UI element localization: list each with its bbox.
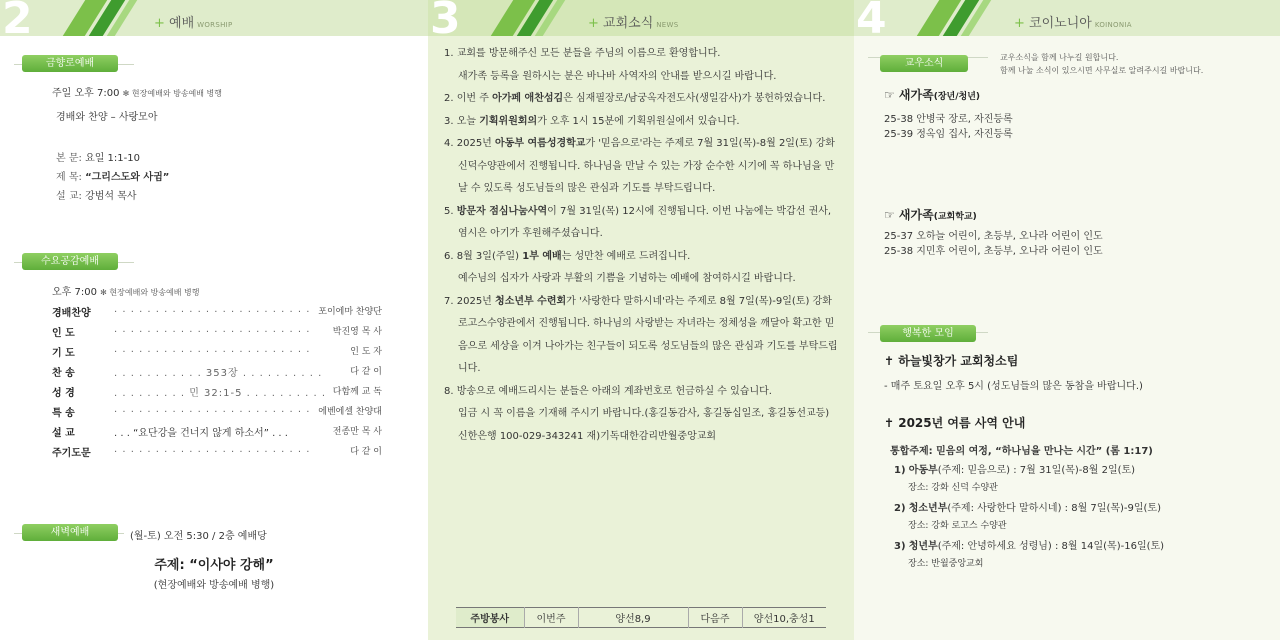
table-row bbox=[456, 608, 826, 628]
section-title: + 예배 WORSHIP bbox=[154, 16, 233, 31]
new-members-adult-heading: ☞ 새가족(장년/청년) bbox=[884, 88, 981, 102]
worship-panel bbox=[0, 0, 428, 640]
news-item: 8. 방송으로 예배드리시는 분들은 아래의 계좌번호로 헌금하실 수 있습니다. bbox=[444, 385, 772, 397]
order-row: 설 교 . . . “요단강을 건너지 않게 하소서” . . . 전종만 목 사 bbox=[52, 427, 382, 439]
member-news-pill: 교우소식 bbox=[880, 55, 968, 72]
news-item-detail-line: 신한은행 100-029-343241 재)기독대한감리반월중앙교회 bbox=[458, 430, 717, 442]
dawn-subject: 주제: “이사야 강해” bbox=[154, 558, 274, 573]
order-row: 기 도 . . . . . . . . . . . . . . . . . . . . . . . . 인 도 자 bbox=[52, 344, 382, 359]
cleaning-team-heading: ✝ 하늘빛창가 교회청소팀 bbox=[884, 354, 1019, 368]
table-cell: 이번주 bbox=[524, 608, 578, 628]
gathering-pill: 행복한 모임 bbox=[880, 325, 976, 342]
section-title: + 코이노니아 KOINONIA bbox=[1014, 16, 1132, 31]
order-row: 경배찬양 . . . . . . . . . . . . . . . . . . . . . . . . 포이에마 찬양단 bbox=[52, 304, 382, 319]
dawn-time: (월-토) 오전 5:30 / 2층 예배당 bbox=[130, 531, 267, 542]
table-cell: 다음주 bbox=[688, 608, 742, 628]
member-news-intro: 교우소식을 함께 나누길 원합니다. bbox=[1000, 53, 1119, 62]
order-row: 찬 송 . . . . . . . . . . . 353장 . . . . . . . . . . 다 같 이 bbox=[52, 367, 382, 379]
news-item: 3. 오늘 기획위원회의가 오후 1시 15분에 기획위원실에서 있습니다. bbox=[444, 115, 740, 127]
news-item-detail-line: 입금 시 꼭 이름을 기재해 주시기 바랍니다.(홍길동감사, 홍길동십일조, 홍길동선교등) bbox=[458, 408, 830, 419]
worship-header bbox=[0, 0, 428, 36]
news-item: 7. 2025년 청소년부 수련회가 '사랑한다 말하시네'라는 주제로 8월 7일(목)-9일(토) 강화 로고스수양관에서 진행됩니다. 하나님의 사랑받는 자녀라는 정체성을 깨달아 확고한 믿음으로 세상을 이겨 나아가는 친구들이 되도록 성도님들의 많은 관심과 기도를 부탁드립니다. bbox=[444, 295, 838, 374]
praise-line: 경배와 찬양 – 사랑모아 bbox=[56, 112, 158, 123]
ministry-place: 장소: 강화 신덕 수양관 bbox=[908, 483, 998, 493]
table-cell: 양선8,9 bbox=[578, 608, 688, 628]
table-cell: 주방봉사 bbox=[456, 608, 524, 628]
section-number: 2 bbox=[2, 0, 33, 36]
news-item: 6. 8월 3일(주일) 1부 예배는 성만찬 예배로 드려집니다. bbox=[444, 250, 691, 262]
news-item-detail: 새가족 등록을 원하시는 분은 바나바 사역자의 안내를 받으시길 바랍니다. bbox=[458, 70, 777, 82]
ministry-item: 1) 아동부(주제: 믿음으로) : 7월 31일(목)-8월 2일(토) bbox=[894, 465, 1136, 476]
member-news-intro: 함께 나눌 소식이 있으시면 사무실로 알려주시길 바랍니다. bbox=[1000, 66, 1204, 75]
table-cell: 양선10,충성1 bbox=[742, 608, 826, 628]
ministry-item: 2) 청소년부(주제: 사랑한다 말하시네) : 8월 7일(목)-9일(토) bbox=[894, 503, 1161, 514]
sunday-time: 주일 오후 7:00 ✻ 현장예배와 방송예배 병행 bbox=[52, 88, 222, 99]
wednesday-worship-pill: 수요공감예배 bbox=[22, 253, 118, 270]
koinonia-panel bbox=[854, 0, 1280, 640]
news-item: 1. 교회를 방문해주신 모든 분들을 주님의 이름으로 환영합니다. bbox=[444, 48, 721, 59]
section-number: 3 bbox=[430, 0, 461, 36]
news-item-detail: 예수님의 십자가 사랑과 부활의 기쁨을 기념하는 예배에 참여하시길 바랍니다. bbox=[458, 273, 796, 284]
news-item: 5. 방문자 점심나눔사역이 7월 31일(목) 12시에 진행됩니다. 이번 나눔에는 박갑선 권사, 염시은 아기가 후원해주셨습니다. bbox=[444, 205, 832, 239]
sunday-worship-pill: 금향로예배 bbox=[22, 55, 118, 72]
preacher-line: 설 교: 강범석 목사 bbox=[56, 191, 137, 202]
order-row: 인 도 . . . . . . . . . . . . . . . . . . . . . . . . 박진영 목 사 bbox=[52, 324, 382, 339]
section-number: 4 bbox=[856, 0, 887, 36]
koinonia-header bbox=[854, 0, 1280, 36]
list-item: 25-38 지민후 어린이, 초등부, 오나라 어린이 인도 bbox=[884, 246, 1103, 257]
dawn-note: (현장예배와 방송예배 병행) bbox=[153, 580, 275, 591]
news-list bbox=[444, 43, 840, 448]
new-members-school-heading: ☞ 새가족(교회학교) bbox=[884, 208, 977, 222]
news-item: 4. 2025년 아동부 여름성경학교가 '믿음으로'라는 주제로 7월 31일(목)-8월 2일(토) 강화 신덕수양관에서 진행됩니다. 하나님을 만날 수 있는 가장 순수한 시기에 꼭 하나님을 만날 수 있도록 성도님들의 많은 관심과 기도를 부탁드립니다. bbox=[444, 138, 835, 194]
list-item: 25-37 오하늘 어린이, 초등부, 오나라 어린이 인도 bbox=[884, 231, 1103, 242]
ministry-place: 장소: 강화 로고스 수양관 bbox=[908, 521, 1007, 531]
news-item-detail bbox=[444, 403, 840, 448]
ministry-place: 장소: 반월중앙교회 bbox=[908, 559, 984, 569]
kitchen-service-table bbox=[456, 607, 826, 628]
order-row: 주기도문 . . . . . . . . . . . . . . . . . . . . . . . . 다 같 이 bbox=[52, 444, 382, 459]
section-title: + 교회소식 NEWS bbox=[588, 16, 679, 31]
scripture-line: 본 문: 요일 1:1-10 bbox=[56, 153, 140, 164]
cleaning-team-detail: - 매주 토요일 오후 5시 (성도님들의 많은 동참을 바랍니다.) bbox=[884, 381, 1143, 392]
list-item: 25-39 정옥임 집사, 자진등록 bbox=[884, 129, 1013, 140]
order-row: 성 경 . . . . . . . . . 민 32:1-5 . . . . . . . . . . 다함께 교 독 bbox=[52, 387, 382, 399]
summer-theme: 통합주제: 믿음의 여정, “하나님을 만나는 시간” (롬 1:17) bbox=[890, 446, 1153, 457]
sermon-title-line: 제 목: “그리스도와 사귐” bbox=[56, 172, 170, 183]
news-header bbox=[428, 0, 854, 36]
news-item: 2. 이번 주 아가페 애찬섬김은 심재필장로/남궁옥자전도사(생일감사)가 봉헌하였습니다. bbox=[444, 93, 826, 104]
summer-ministry-heading: ✝ 2025년 여름 사역 안내 bbox=[884, 416, 1026, 430]
order-row: 특 송 . . . . . . . . . . . . . . . . . . . . . . . . 에벤에셀 찬양대 bbox=[52, 404, 382, 419]
news-panel bbox=[428, 0, 854, 640]
list-item: 25-38 안병국 장로, 자진등록 bbox=[884, 114, 1013, 125]
wednesday-time: 오후 7:00 ✻ 현장예배와 방송예배 병행 bbox=[52, 287, 200, 298]
ministry-item: 3) 청년부(주제: 안녕하세요 성령님) : 8월 14일(목)-16일(토) bbox=[894, 541, 1165, 552]
dawn-worship-pill: 새벽예배 bbox=[22, 524, 118, 541]
